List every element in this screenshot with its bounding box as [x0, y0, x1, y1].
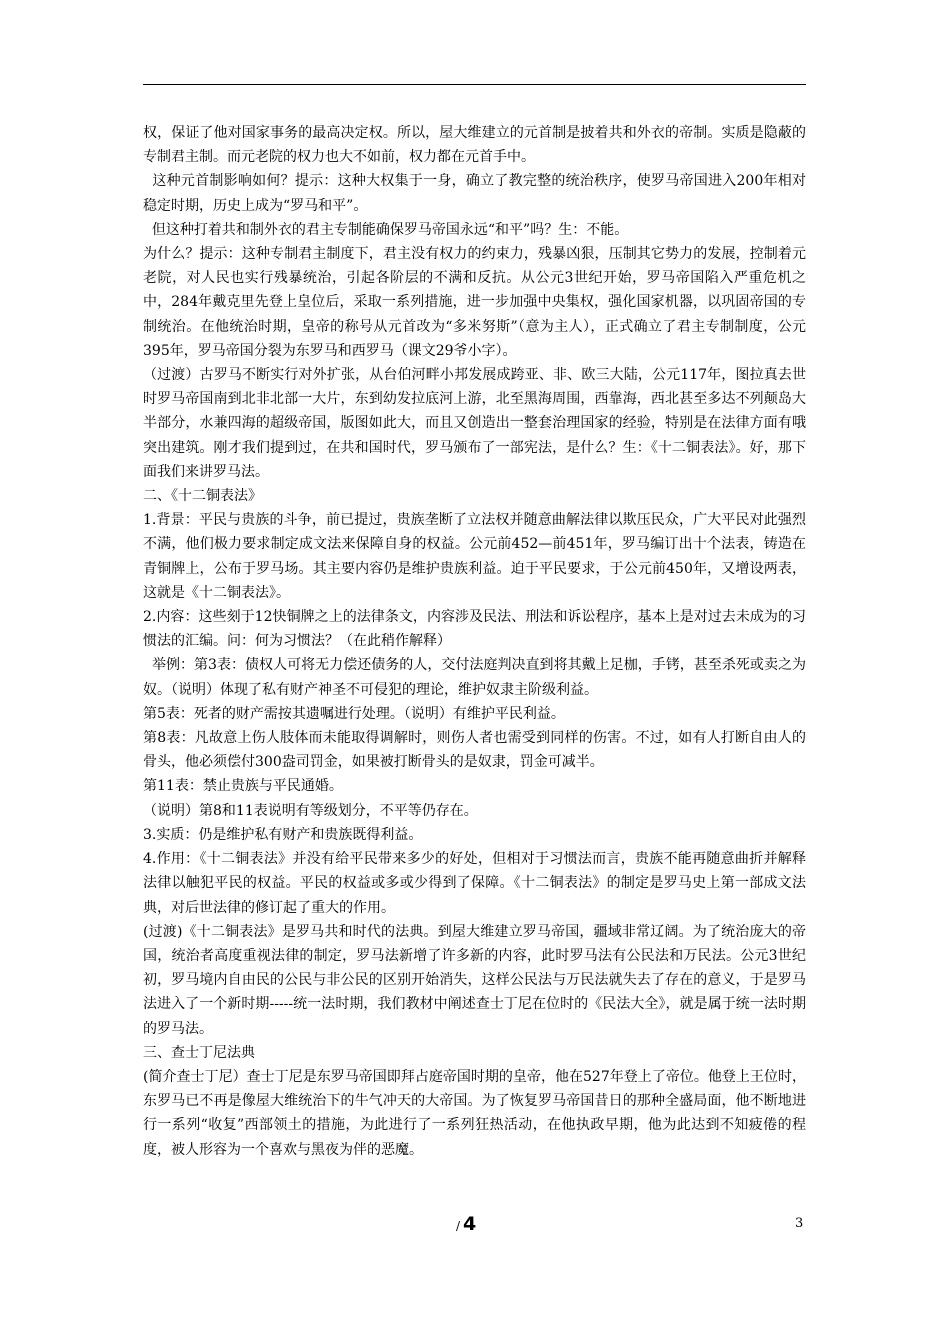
paragraph: 权，保证了他对国家事务的最高决定权。所以，屋大维建立的元首制是披着共和外衣的帝制。实质是隐蔽的专制君主制。而元老院的权力也大不如前，权力都在元首手中。	[143, 125, 806, 166]
paragraph: (过渡)《十二铜表法》是罗马共和时代的法典。到屋大维建立罗马帝国，疆域非常辽阔。为了统治庞大的帝国，统治者高度重视法律的制定，罗马法新增了许多新的内容，此时罗马法有公民法和万民法。公元3世纪初，罗马境内自由民的公民与非公民的区别开始消失，这样公民法与万民法就失去了存在的意义，于是罗马法进入了一个新时期-----统一法时期，我们教材中阐述查士丁尼在位时的《民法大全》，就是属于统一法时期的罗马法。	[143, 923, 806, 1037]
paragraph: （说明）第8和11表说明有等级划分，不平等仍存在。	[143, 802, 478, 819]
header-rule	[143, 84, 806, 85]
paragraph: 2.内容：这些刻于12快铜牌之上的法律条文，内容涉及民法、刑法和诉讼程序，基本上是对过去未成为的习惯法的汇编。问：何为习惯法？（在此稍作解释）	[143, 609, 806, 650]
page-number: 3	[795, 1216, 804, 1231]
paragraph: (简介查士丁尼）查士丁尼是东罗马帝国即拜占庭帝国时期的皇帝，他在527年登上了帝位。他登上王位时，东罗马已不再是像屋大维统治下的牛气冲天的大帝国。为了恢复罗马帝国昔日的那种全盛局面，他不断地进行一系列“收复”西部领土的措施，为此进行了一系列狂热活动，在他执政早期，他为此达到不知疲倦的程度，被人形容为一个喜欢与黑夜为伴的恶魔。	[143, 1068, 806, 1158]
paragraph: 1.背景：平民与贵族的斗争，前已提过，贵族垄断了立法权并随意曲解法律以欺压民众，广大平民对此强烈不满，他们极力要求制定成文法来保障自身的权益。公元前452—前451年，罗马编订出十个法表，铸造在青铜牌上，公布于罗马场。其主要内容仍是维护贵族利益。迫于平民要求，于公元前450年，又增设两表，这就是《十二铜表法》。	[143, 512, 806, 601]
paragraph: 第8表：凡故意上伤人肢体而未能取得调解时，则伤人者也需受到同样的伤害。不过，如有人打断自由人的骨头，他必须偿付300盎司罚金，如果被打断骨头的是奴隶，罚金可减半。	[143, 730, 806, 771]
total-pages: 4	[463, 1213, 477, 1235]
paragraph: 3.实质：仍是维护私有财产和贵族既得利益。	[143, 826, 423, 843]
page-separator: /	[456, 1219, 461, 1233]
paragraph: 第5表：死者的财产需按其遗嘱进行处理。（说明）有维护平民利益。	[143, 705, 565, 722]
paragraph: （过渡）古罗马不断实行对外扩张，从台伯河畔小邦发展成跨亚、非、欧三大陆，公元117年，图拉真去世时罗马帝国南到北非北部一大片，东到幼发拉底河上游，北至黑海周围，西靠海，西北甚至多达不列颠岛大半部分，水兼四海的超级帝国，版图如此大，而且又创造出一整套治理国家的经验，特别是在法律方面有哦突出建筑。刚才我们提到过，在共和国时代，罗马颁布了一部宪法，是什么？生：《十二铜表法》。好，那下面我们来讲罗马法。	[143, 367, 806, 480]
paragraph: 举例：第3表：债权人可将无力偿还债务的人，交付法庭判决直到将其戴上足枷，手铐，甚至杀死或卖之为奴。（说明）体现了私有财产神圣不可侵犯的理论，维护奴隶主阶级利益。	[143, 657, 806, 698]
section-heading: 三、查士丁尼法典	[143, 1044, 255, 1061]
paragraph: 这种元首制影响如何？提示：这种大权集于一身，确立了教完整的统治秩序，使罗马帝国进入200年相对稳定时期，历史上成为“罗马和平”。	[143, 173, 806, 214]
paragraph: 4.作用：《十二铜表法》并没有给平民带来多少的好处，但相对于习惯法而言，贵族不能再随意曲折并解释法律以触犯平民的权益。平民的权益或多或少得到了保障。《十二铜表法》的制定是罗马史上第一部成文法典，对后世法律的修订起了重大的作用。	[143, 851, 806, 916]
body-text	[143, 121, 806, 1162]
section-heading: 二、《十二铜表法》	[143, 488, 262, 505]
paragraph: 但这种打着共和制外衣的君主专制能确保罗马帝国永远“和平”吗？生：不能。	[143, 221, 629, 238]
page-total	[456, 1213, 476, 1235]
paragraph: 为什么？提示：这种专制君主制度下，君主没有权力的约束力，残暴凶狠，压制其它势力的发展，控制着元老院，对人民也实行残暴统治，引起各阶层的不满和反抗。从公元3世纪开始，罗马帝国陷入严重危机之中，284年戴克里先登上皇位后，采取一系列措施，进一步加强中央集权，强化国家机器，以巩固帝国的专制统治。在他统治时期，皇帝的称号从元首改为“多米努斯”（意为主人），正式确立了君主专制制度，公元395年，罗马帝国分裂为东罗马和西罗马（课文29爷小字）。	[143, 246, 806, 359]
paragraph: 第11表：禁止贵族与平民通婚。	[143, 778, 343, 795]
